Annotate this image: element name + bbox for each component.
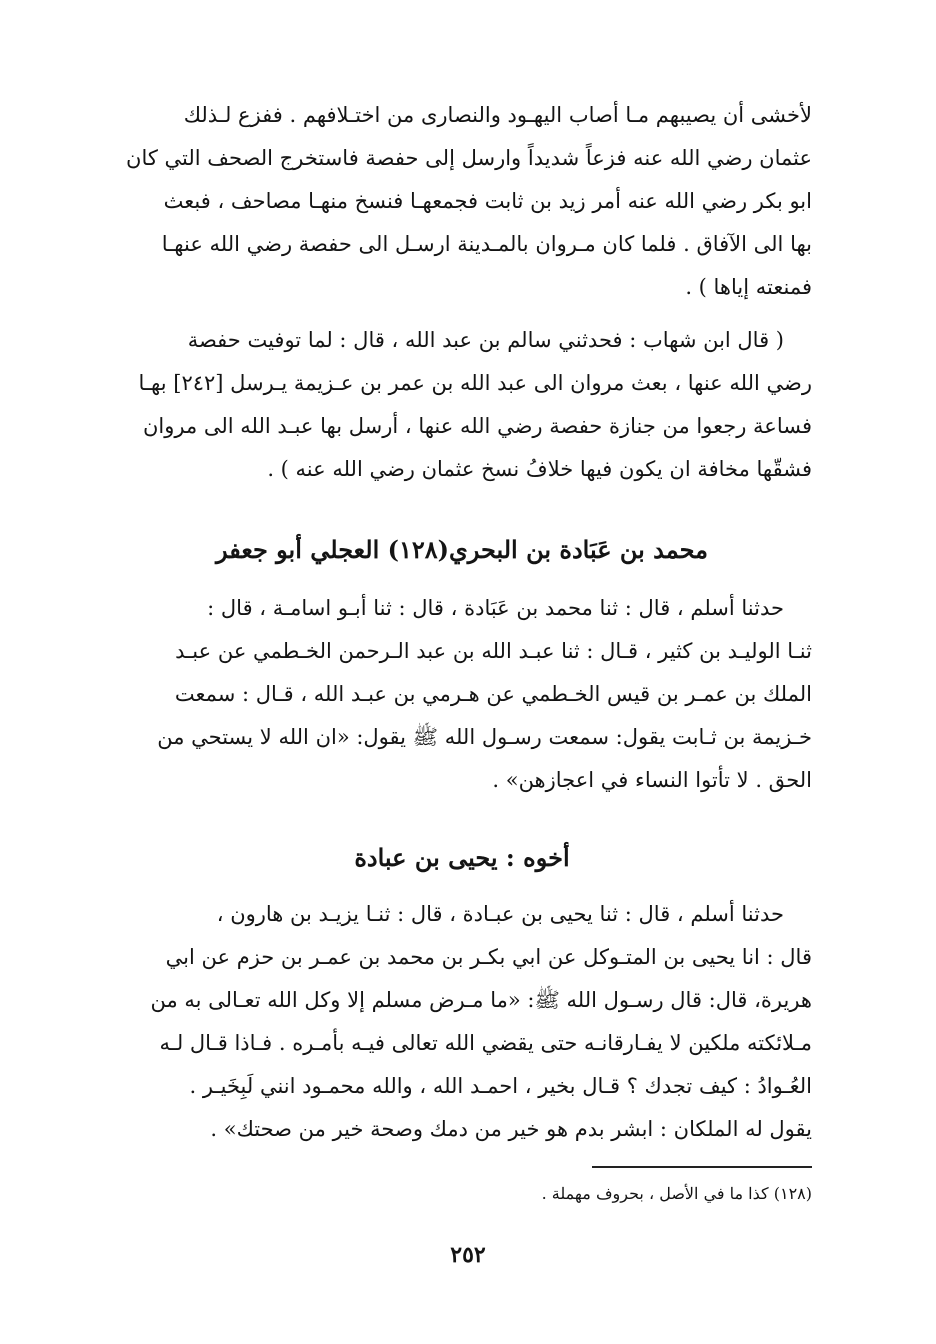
text-line: خـزيمة بن ثـابت يقول: سمعت رسـول الله ﷺ يقول: «ان الله لا يستحي من [157, 725, 812, 749]
footnote: (١٢٨) كذا ما في الأصل ، بحروف مهملة . [541, 1184, 812, 1203]
paragraph-3 [112, 587, 812, 802]
text-line: فساعة رجعوا من جنازة حفصة رضي الله عنها ، أرسل بها عبـد الله الى مروان [142, 414, 812, 438]
text-line: فشقّها مخافة ان يكون فيها خلافُ نسخ عثمان رضي الله عنه ) . [267, 457, 812, 481]
text-line: حدثنا أسلم ، قال : ثنا محمد بن عَبَادة ، قال : ثنا أبـو اسامـة ، قال : [207, 596, 784, 620]
text-line: العُـوادُ : كيف تجدك ؟ قـال بخير ، احمـد الله ، والله محمـود انني لَبِخَيـر . [189, 1074, 812, 1098]
text-line: فمنعته إياها ) . [685, 275, 812, 299]
text-line: بها الى الآفاق . فلما كان مـروان بالمـدينة ارسـل الى حفصة رضي الله عنهـا [161, 232, 812, 256]
text-line: ثنـا الوليـد بن كثير ، قـال : ثنا عبـد الله بن عبد الـرحمن الخـطمي عن عبـد [175, 639, 812, 663]
section-heading-yahya: أخوه : يحيى بن عبادة [354, 843, 570, 872]
paragraph-2 [112, 319, 812, 491]
text-line: مـلائكته ملكين لا يفـارقانـه حتى يقضي الله تعالى فيـه بأمـره . فـاذا قـال لـه [159, 1031, 812, 1055]
text-line: هريرة، قال: قال رسـول الله ﷺ: «ما مـرض مسلم إلا وكل الله تعـالى به من [150, 988, 812, 1012]
paragraph-1 [112, 94, 812, 309]
text-line: حدثنا أسلم ، قال : ثنا يحيى بن عبـادة ، قال : ثنـا يزيـد بن هارون ، [216, 902, 784, 926]
page-number: ٢٥٢ [450, 1242, 486, 1268]
text-line: قال : انا يحيى بن المتـوكل عن ابي بكـر بن محمد بن عمـر بن حزم عن ابي [165, 945, 812, 969]
text-line: عثمان رضي الله عنه فزعاً شديداً وارسل إلى حفصة فاستخرج الصحف التي كان [126, 146, 812, 170]
text-line: ( قال ابن شهاب : فحدثني سالم بن عبد الله ، قال : لما توفيت حفصة [187, 328, 784, 352]
text-line: لأخشى أن يصيبهم مـا أصاب اليهـود والنصارى من اختـلافهم . ففزع لـذلك [183, 103, 812, 127]
section-heading-muhammad: محمد بن عَبَادة بن البحري(١٢٨) العجلي أبو جعفر [215, 535, 708, 564]
text-line: يقول له الملكان : ابشر بدم هو خير من دمك وصحة خير من صحتك» . [210, 1117, 812, 1141]
paragraph-4 [112, 893, 812, 1151]
footnote-divider [592, 1166, 812, 1168]
text-line: الملك بن عمـر بن قيس الخـطمي عن هـرمي بن عبـد الله ، قـال : سمعت [174, 682, 812, 706]
text-line: رضي الله عنها ، بعث مروان الى عبد الله بن عمر بن عـزيمة يـرسل [٢٤٢] بهـا [138, 371, 812, 395]
text-line: ابو بكر رضي الله عنه أمر زيد بن ثابت فجمعهـا فنسخ منهـا مصاحف ، فبعث [163, 189, 812, 213]
text-line: الحق . لا تأتوا النساء في اعجازهن» . [492, 768, 812, 792]
